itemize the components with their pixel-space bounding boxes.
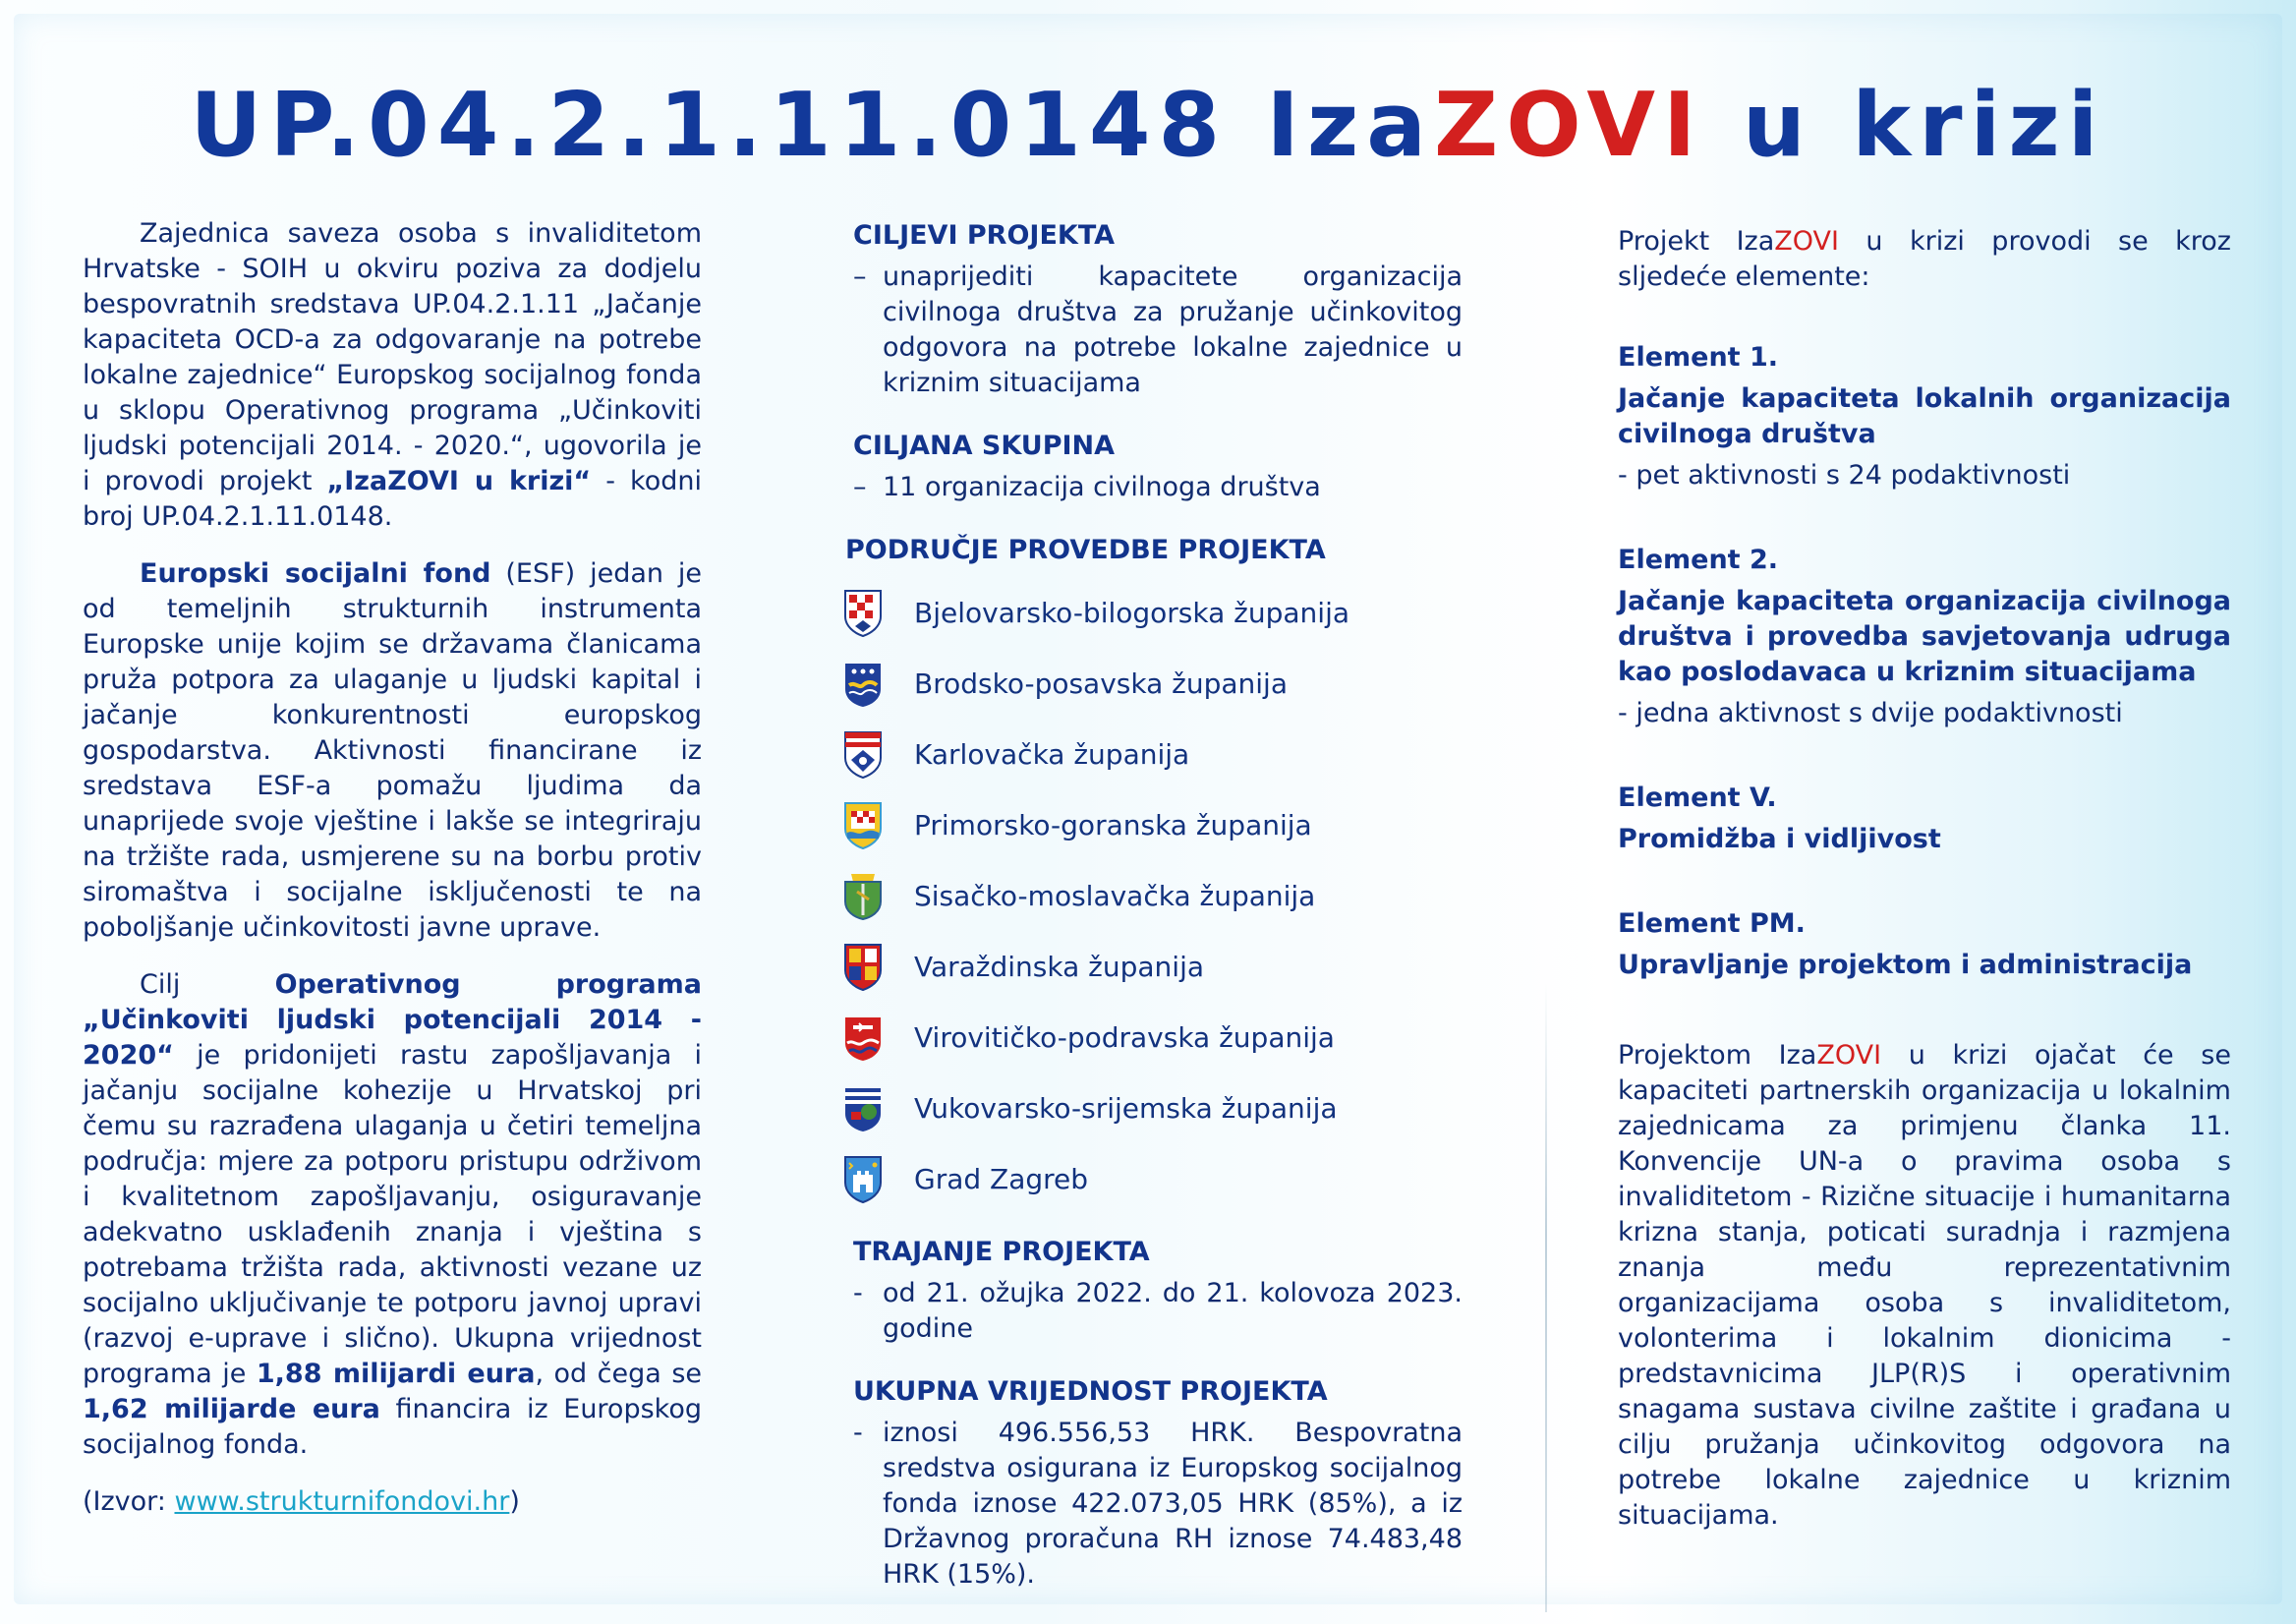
zagreb-crest-icon [843,1155,883,1204]
element-heading: Element V. [1618,783,1777,813]
element-heading: Element 1. [1618,342,1779,373]
county-item [843,578,1463,649]
area-heading: PODRUČJE PROVEDBE PROJEKTA [845,535,1326,565]
value-item [853,1416,1463,1593]
left-column [83,216,702,1520]
project-name-b: ZOVI [387,466,459,496]
middle-column [845,218,1463,1620]
goals-item [853,260,1463,401]
target-heading: CILJANA SKUPINA [853,431,1116,461]
element-note: - pet aktivnosti s 24 podaktivnosti [1618,460,2071,491]
title-part-1: UP.04.2.1.11.0148 Iza [190,74,1435,177]
county-item [843,720,1463,790]
closing-a: Projektom Iza [1618,1040,1817,1071]
op-bold-d: 1,88 milijardi eura [256,1359,536,1389]
county-name: Vukovarsko-srijemska županija [914,1092,1338,1125]
county-name: Brodsko-posavska županija [914,667,1288,700]
element-title: Upravljanje projektom i administracija [1618,950,2193,980]
op-text-g: financira iz Europskog socijalnog fonda. [83,1394,702,1460]
op-paragraph [83,967,702,1463]
value-dash: - [853,1418,863,1448]
element-title: Jačanje kapaciteta organizacija civilnoga društva i provedba savjetovanja udruga kao poslodavaca u kriznim situacijama [1618,586,2231,687]
target-dash: – [853,472,867,502]
right-column [1618,224,2231,1555]
element-title: Jačanje kapaciteta lokalnih organizacija civilnoga društva [1618,383,2231,449]
county-list [843,578,1463,1215]
element-block [1618,543,2231,731]
sisak-crest-icon [843,872,883,921]
county-name: Virovitičko-podravska županija [914,1021,1335,1054]
primorje-crest-icon [843,801,883,850]
esf-text: (ESF) jedan je od temeljnih strukturnih instrumenta Europske unije kojim se državama članicama pruža potpora za ulaganje u ljudski kapital i jačanje konkurentnosti europskog gospodarstva. Aktivnosti financirane iz sredstava ESF-a pomažu ljudima da unaprijede svoje vještine i lakše se integriraju na tržište rada, usmjerene su na borbu protiv siromaštva i socijalne isključenosti te na poboljšanje učinkovitosti javne uprave. [83,558,702,943]
page-title [0,74,2296,177]
element-title: Promidžba i vidljivost [1618,824,1941,854]
op-bold-b: Operativnog programa „Učinkoviti ljudski potencijali 2014 - 2020“ [83,969,702,1071]
op-text-a: Cilj [140,969,275,1000]
duration-heading: TRAJANJE PROJEKTA [853,1237,1150,1267]
county-item [843,1003,1463,1073]
element-block [1618,340,2231,493]
county-name: Varaždinska županija [914,951,1205,983]
source-link[interactable]: www.strukturnifondovi.hr [174,1486,510,1517]
target-item [853,470,1463,505]
element-heading: Element PM. [1618,908,1806,939]
goals-heading: CILJEVI PROJEKTA [853,220,1116,251]
source-pre: (Izvor: [83,1486,175,1517]
county-name: Primorsko-goranska županija [914,809,1312,841]
title-part-3: u krizi [1703,74,2106,177]
op-bold-f: 1,62 milijarde eura [83,1394,380,1424]
duration-text: od 21. ožujka 2022. do 21. kolovoza 2023. godine [883,1278,1463,1344]
goals-text: unaprijediti kapacitete organizacija civilnoga društva za pružanje učinkovitog odgovora na potrebe lokalne zajednice u kriznim situacijama [883,261,1463,398]
brod-crest-icon [843,660,883,709]
element-block [1618,906,2231,983]
elements-intro-a: Projekt Iza [1618,226,1775,257]
county-item [843,649,1463,720]
closing-c: u krizi ojačat će se kapaciteti partnerskih organizacija u lokalnim zajednicama za primjenu članka 11. Konvencije UN-a o pravima osoba s invaliditetom - Rizične situacije i humanitarna krizna stanja, poticati suradnja i razmjena znanja među reprezentativnim organizacijama osoba s invaliditetom, volonterima i lokalnim dionicima - predstavnicima JLP(R)S i operativnim snagama sustava civilne zaštite i građana u cilju pružanja učinkovitog odgovora na potrebe lokalne zajednice u kriznim situacijama. [1618,1040,2231,1531]
duration-item [853,1276,1463,1347]
closing-paragraph [1618,1038,2231,1534]
source-post: ) [509,1486,520,1517]
county-name: Grad Zagreb [914,1163,1089,1195]
intro-paragraph [83,216,702,535]
karlovac-crest-icon [843,730,883,780]
target-text: 11 organizacija civilnoga društva [883,472,1321,502]
elements-intro [1618,224,2231,295]
project-name-a: „Iza [326,466,388,496]
op-text-e: , od čega se [535,1359,702,1389]
bjelovar-crest-icon [843,589,883,638]
elements-intro-c: u krizi provodi se kroz sljedeće elemente: [1618,226,2231,292]
esf-paragraph [83,556,702,946]
source-line [83,1484,702,1520]
county-item [843,861,1463,932]
varazdin-crest-icon [843,943,883,992]
project-name-c: u krizi“ [458,466,592,496]
value-heading: UKUPNA VRIJEDNOST PROJEKTA [853,1376,1328,1407]
county-item [843,1144,1463,1215]
value-text: iznosi 496.556,53 HRK. Bespovratna sredstva osigurana iz Europskog socijalnog fonda iznose 422.073,05 HRK (85%), a iz Državnog proračuna RH iznose 74.483,48 HRK (15%). [883,1418,1463,1590]
esf-bold: Europski socijalni fond [140,558,491,589]
fold-line [1545,983,1547,1612]
duration-dash: - [853,1278,863,1308]
goals-dash: – [853,261,867,292]
vukovar-crest-icon [843,1084,883,1133]
county-name: Sisačko-moslavačka županija [914,880,1316,912]
county-name: Karlovačka županija [914,738,1190,771]
element-heading: Element 2. [1618,545,1779,575]
county-item [843,1073,1463,1144]
title-part-2: ZOVI [1434,74,1704,177]
closing-b: ZOVI [1816,1040,1882,1071]
elements-intro-b: ZOVI [1774,226,1839,257]
intro-text-a: Zajednica saveza osoba s invaliditetom Hrvatske - SOIH u okviru poziva za dodjelu bespovratnih sredstava UP.04.2.1.11 „Jačanje kapaciteta OCD-a za odgovaranje na potrebe lokalne zajednice“ Europskog socijalnog fonda u sklopu Operativnog programa „Učinkoviti ljudski potencijali 2014. - 2020.“, ugovorila je i provodi projekt [83,218,702,496]
county-item [843,790,1463,861]
county-name: Bjelovarsko-bilogorska županija [914,597,1350,629]
element-note: - jedna aktivnost s dvije podaktivnosti [1618,698,2123,728]
intro-text-c: - kodni broj UP.04.2.1.11.0148. [83,466,702,532]
element-block [1618,781,2231,857]
op-text-c: je pridonijeti rastu zapošljavanja i jačanju socijalne kohezije u Hrvatskoj pri čemu su razrađena ulaganja u četiri temeljna područja: mjere za potporu pristupu održivom i kvalitetnom zapošljavanju, osiguravanje adekvatno usklađenih znanja i vještina s potrebama tržišta rada, aktivnosti vezane uz socijalno uključivanje te potporu javnoj upravi (razvoj e-uprave i slično). Ukupna vrijednost programa je [83,1040,702,1389]
virovitica-crest-icon [843,1014,883,1063]
county-item [843,932,1463,1003]
